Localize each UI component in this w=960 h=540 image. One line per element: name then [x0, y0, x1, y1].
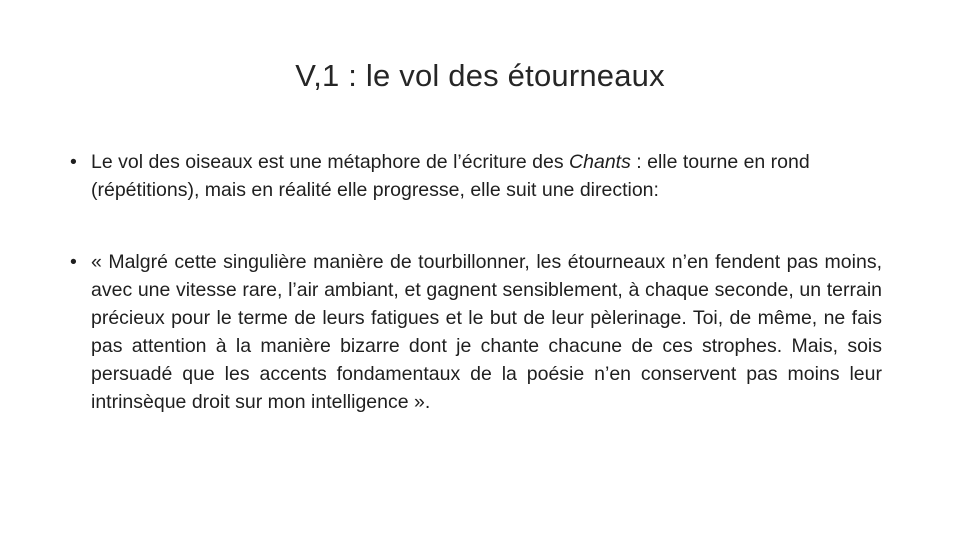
- bullet-marker: •: [70, 251, 77, 273]
- slide-title: V,1 : le vol des étourneaux: [295, 58, 665, 93]
- bullet-text: [91, 148, 882, 204]
- bullet-marker: •: [70, 151, 77, 173]
- italic-book-title: Chants: [569, 151, 631, 173]
- bullet-item-metaphor: [70, 148, 882, 204]
- bullet-list: [70, 148, 882, 416]
- bullet-text-start: Le vol des oiseaux est une métaphore de l’écriture des: [91, 151, 570, 173]
- bullet-text-end: : elle tourne en rond (répétitions), mais en réalité elle progresse, elle suit une direction:: [91, 151, 810, 201]
- quotation-text: « Malgré cette singulière manière de tourbillonner, les étourneaux n’en fendent pas moins, avec une vitesse rare, l’air ambiant, et gagnent sensiblement, à chaque seconde, un terrain précieux pour le terme de leurs fatigues et le but de leur pèlerinage. Toi, de même, ne fais pas attention à la manière bizarre dont je chante chacune de ces strophes. Mais, sois persuadé que les accents fondamentaux de la poésie n’en conservent pas moins leur intrinsèque droit sur mon intelligence ».: [91, 251, 882, 413]
- bullet-item-quotation: [70, 248, 882, 416]
